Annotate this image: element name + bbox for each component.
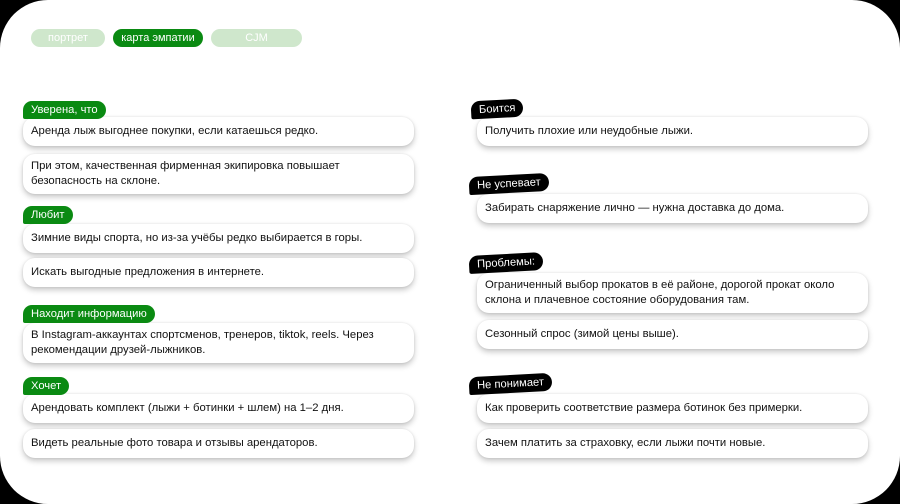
card-text: Аренда лыж выгоднее покупки, если катаешься редко. (31, 125, 319, 137)
card-text: Зимние виды спорта, но из-за учёбы редко выбирается в горы. (31, 232, 363, 244)
tag-afraid: Боится (471, 99, 524, 120)
card-text: Искать выгодные предложения в интернете. (31, 266, 265, 278)
card-wants-2 (23, 429, 414, 458)
card-text: В Instagram-аккаунтах спортсменов, тренеров, tiktok, reels. Через рекомендации друзей-лыжников. (31, 329, 374, 356)
card-text: Видеть реальные фото товара и отзывы арендаторов. (31, 437, 318, 449)
tab-cjm[interactable]: CJM (211, 29, 302, 47)
card-loves-1 (23, 224, 414, 253)
tag-finds-info: Находит информацию (23, 305, 155, 323)
card-does-not-understand-1 (477, 394, 868, 423)
tag-wants: Хочет (23, 377, 69, 395)
tag-does-not-understand: Не понимает (469, 373, 553, 395)
tab-portrait[interactable]: портрет (31, 29, 105, 47)
card-wants-1 (23, 394, 414, 423)
card-problems-1 (477, 273, 868, 313)
tag-no-time: Не успевает (469, 173, 550, 195)
tag-confident: Уверена, что (23, 101, 106, 119)
card-finds-info-1 (23, 323, 414, 363)
tag-problems: Проблемы: (469, 252, 544, 274)
card-text: Забирать снаряжение лично — нужна доставка до дома. (485, 202, 785, 214)
card-problems-2 (477, 320, 868, 349)
card-text: Получить плохие или неудобные лыжи. (485, 125, 694, 137)
card-afraid-1 (477, 117, 868, 146)
card-loves-2 (23, 258, 414, 287)
card-text: Арендовать комплект (лыжи + ботинки + шлем) на 1–2 дня. (31, 402, 344, 414)
tab-empathy-map[interactable]: карта эмпатии (113, 29, 203, 47)
card-text: Зачем платить за страховку, если лыжи почти новые. (485, 437, 766, 449)
card-confident-2 (23, 154, 414, 194)
card-does-not-understand-2 (477, 429, 868, 458)
card-text: Ограниченный выбор прокатов в её районе, дорогой прокат около склона и плачевное состояние оборудования там. (485, 279, 835, 306)
tag-loves: Любит (23, 206, 73, 224)
card-confident-1 (23, 117, 414, 146)
card-no-time-1 (477, 194, 868, 223)
card-text: Как проверить соответствие размера ботинок без примерки. (485, 402, 803, 414)
card-text: Сезонный спрос (зимой цены выше). (485, 328, 679, 340)
card-text: При этом, качественная фирменная экипировка повышает безопасность на склоне. (31, 160, 340, 187)
